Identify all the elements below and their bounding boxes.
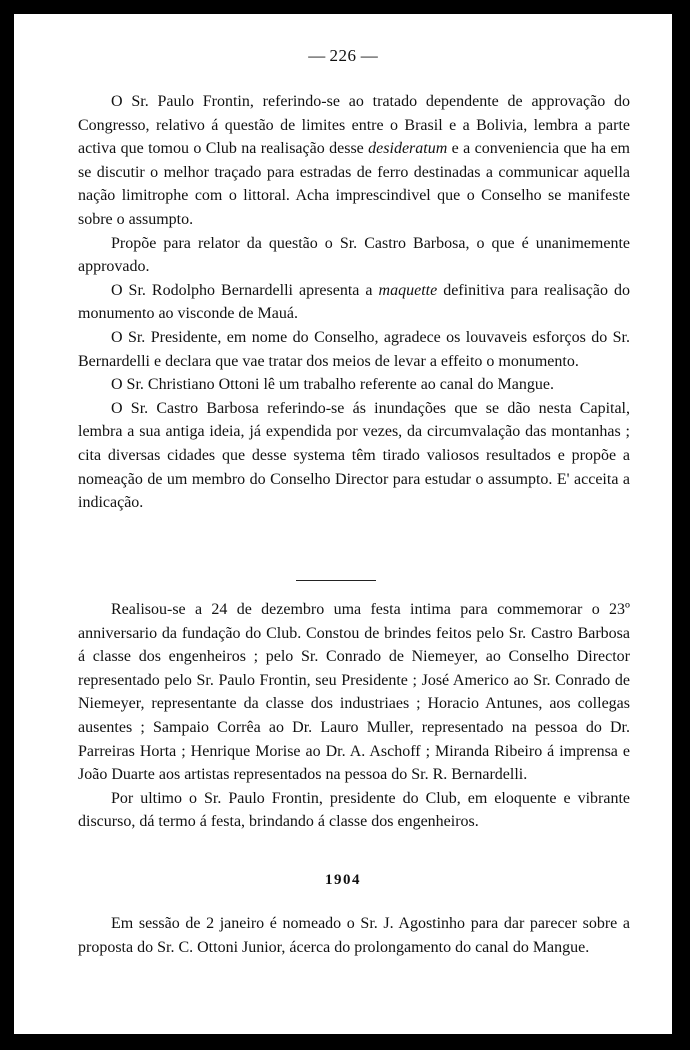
year-heading: 1904 bbox=[325, 872, 361, 888]
page-number-dash-right: — bbox=[360, 46, 378, 65]
page-number-value: 226 bbox=[329, 46, 357, 65]
paragraph-frontin-bolivia: O Sr. Paulo Frontin, referindo-se ao tratado dependente de approvação do Congresso, relativo á questão de limites entre o Brasil e a Bolivia, lembra a parte activa que tomou o Club na realisação desse desideratum e a conveniencia que ha em se discutir o melhor traçado para estradas de ferro destinadas a communicar aquella nação limitrophe com o littoral. Acha imprescindivel que o Conselho se manifeste sobre o assumpto. bbox=[78, 93, 630, 228]
paragraph-presidente: O Sr. Presidente, em nome do Conselho, agradece os louvaveis esforços do Sr. Bernardelli e declara que vae tratar dos meios de levar a effeito o monumento. bbox=[78, 328, 630, 370]
paragraph-ottoni-mangue: O Sr. Christiano Ottoni lê um trabalho referente ao canal do Mangue. bbox=[111, 376, 554, 394]
paragraph-anniversary-party: Realisou-se a 24 de dezembro uma festa intima para commemorar o 23º anniversario da fundação do Club. Constou de brindes feitos pelo Sr. Castro Barbosa á classe dos engenheiros ; pelo Sr. Conrado de Niemeyer, ao Conselho Director representado pelo Sr. Paulo Frontin, seu Presidente ; José Americo ao Sr. Conrado de Niemeyer, representante da classe dos industriaes ; Horacio Antunes, aos collegas ausentes ; Sampaio Corrêa ao Dr. Lauro Muller, representado na pessoa do Dr. Parreiras Horta ; Henrique Morise ao Dr. A. Aschoff ; Miranda Ribeiro á imprensa e João Duarte aos artistas representados na pessoa do Sr. R. Bernardelli. bbox=[78, 601, 630, 784]
paragraph-bernardelli-maquette: O Sr. Rodolpho Bernardelli apresenta a maquette definitiva para realisação do monumento ao visconde de Mauá. bbox=[78, 281, 631, 323]
anniversary-section bbox=[78, 598, 630, 834]
paragraph-castro-barbosa: O Sr. Castro Barbosa referindo-se ás inundações que se dão nesta Capital, lembra a sua antiga ideia, já expendida por vezes, da circumvalação das montanhas ; cita diversas cidades que desse systema têm tirado valiosos resultados e propõe a nomeação de um membro do Conselho Director para estudar o assumpto. E' acceita a indicação. bbox=[78, 399, 630, 512]
paragraph-agostinho: Em sessão de 2 janeiro é nomeado o Sr. J. Agostinho para dar parecer sobre a proposta do Sr. C. Ottoni Junior, ácerca do prolongamento do canal do Mangue. bbox=[78, 915, 630, 956]
paragraph-closing-toast: Por ultimo o Sr. Paulo Frontin, presidente do Club, em eloquente e vibrante discurso, dá termo á festa, brindando á classe dos engenheiros. bbox=[78, 789, 630, 831]
council-minutes-section bbox=[78, 90, 630, 515]
document-page bbox=[14, 14, 672, 1034]
session-1904-section bbox=[78, 912, 630, 959]
page-number-dash-left: — bbox=[308, 46, 326, 65]
page-number bbox=[14, 46, 672, 66]
section-divider bbox=[296, 580, 376, 581]
paragraph-relator: Propõe para relator da questão o Sr. Castro Barbosa, o que é unanimemente approvado. bbox=[78, 234, 630, 276]
